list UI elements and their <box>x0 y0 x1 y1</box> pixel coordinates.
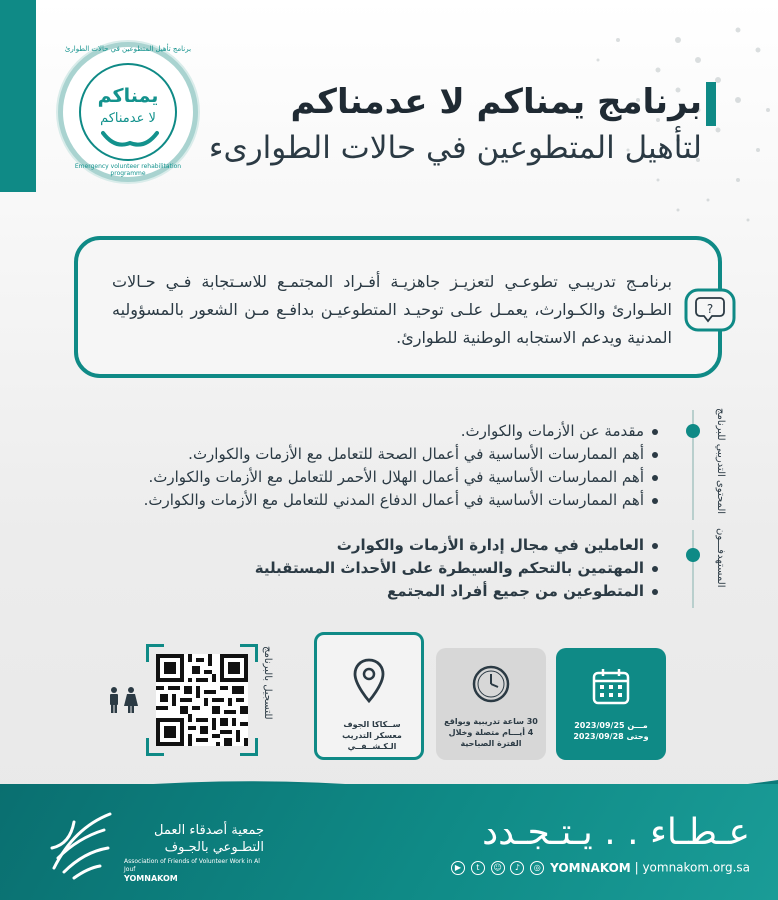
hands-icon <box>101 127 159 151</box>
logo-name-line2: لا عدمناكم <box>100 111 156 126</box>
logo-ring-text-bottom: Emergency volunteer rehabilitation programme <box>74 163 182 177</box>
tiktok-icon[interactable]: ♪ <box>510 861 524 875</box>
question-bubble-icon <box>684 288 736 332</box>
svg-text:?: ? <box>706 302 714 316</box>
footer-contact <box>449 860 750 880</box>
program-logo <box>58 42 198 182</box>
date-card-line2: وحتى 2023/09/28 <box>573 732 649 741</box>
clock-icon <box>471 664 511 704</box>
duration-card <box>436 648 546 760</box>
description-box <box>74 236 722 378</box>
page-title: برنامج يمناكم لا عدمناكم <box>290 82 702 122</box>
registration-label: للتسجيل بالبرنامج <box>262 646 273 720</box>
location-card-line2: معسكر التدريب <box>342 731 402 740</box>
location-card <box>314 632 424 760</box>
audience-list <box>255 534 658 603</box>
logo-inner-ring <box>79 63 177 161</box>
date-card-text <box>560 720 662 742</box>
footer-website[interactable]: yomnakom.org.sa <box>642 860 750 875</box>
twitter-icon[interactable]: t <box>471 861 485 875</box>
org-name-english: Association of Friends of Volunteer Work in Al Jouf <box>124 858 260 873</box>
instagram-icon[interactable]: ◎ <box>530 861 544 875</box>
duration-card-line2: 4 أيـــام متصلة وخلال <box>448 728 534 737</box>
audience-section-dot <box>686 548 700 562</box>
footer-separator: | <box>634 860 643 875</box>
list-item: العاملين في مجال إدارة الأزمات والكوارث <box>255 534 658 557</box>
footer-tagline: عـطـاء . . يـتـجـدد <box>482 812 750 853</box>
location-pin-icon <box>351 657 387 705</box>
logo-name-line1: يمناكم <box>97 85 159 107</box>
location-card-line3: الـكـشــفــي <box>347 742 397 751</box>
list-item: مقدمة عن الأزمات والكوارث. <box>144 420 658 443</box>
page-subtitle: لتأهيل المتطوعين في حالات الطوارىء <box>208 130 702 166</box>
calendar-icon <box>591 666 631 706</box>
qr-code-icon <box>156 654 248 746</box>
title-accent-bar <box>706 82 716 126</box>
list-item: أهم الممارسات الأساسية في أعمال الدفاع المدني للتعامل مع الأزمات والكوارث. <box>144 489 658 512</box>
audience-section-line <box>692 530 694 608</box>
content-list <box>144 420 658 512</box>
list-item: أهم الممارسات الأساسية في أعمال الصحة للتعامل مع الأزمات والكوارث. <box>144 443 658 466</box>
list-item: أهم الممارسات الأساسية في أعمال الهلال الأحمر للتعامل مع الأزمات والكوارث. <box>144 466 658 489</box>
organization-name <box>124 822 264 883</box>
list-item: المتطوعين من جميع أفراد المجتمع <box>255 580 658 603</box>
left-accent-band <box>0 0 36 192</box>
organization-logo <box>44 808 116 884</box>
date-card-line1: مـــن 2023/09/25 <box>574 721 648 730</box>
registration-qr[interactable] <box>146 644 258 756</box>
description-text: برنامـج تدريبـي تطوعـي لتعزيـز جاهزيـة أفـراد المجتمـع للاسـتجابة فـي حـالات الطـوارئ والكـوارث، يعمـل علـى توحيـد المتطوعيـن بدافـع مـن الشعور بالمسؤوليه المدنية ويدعم الاستجابه الوطنية للطوارئ. <box>112 272 672 347</box>
logo-ring-text-top: برنامج تأهيل المتطوعين في حالات الطوارئ <box>64 45 192 53</box>
duration-card-line3: الفترة الصباحية <box>460 739 522 748</box>
org-name-line1: جمعية أصدقاء العمل <box>154 823 264 838</box>
duration-card-line1: 30 ساعة تدريبية وبواقع <box>444 717 538 726</box>
footer-handle[interactable]: YOMNAKOM <box>550 860 631 875</box>
org-brand: YOMNAKOM <box>124 874 178 883</box>
male-female-icon <box>106 686 140 714</box>
snapchat-icon[interactable]: ☺ <box>491 861 505 875</box>
duration-card-text <box>440 716 542 749</box>
list-item: المهتمين بالتحكم والسيطرة على الأحداث المستقبلية <box>255 557 658 580</box>
youtube-icon[interactable]: ▶ <box>451 861 465 875</box>
content-section-dot <box>686 424 700 438</box>
audience-section-label: المستهدفـــون <box>715 528 726 588</box>
date-card <box>556 648 666 760</box>
location-card-line1: ســكاكا الجوف <box>343 720 401 729</box>
org-name-line2: التطـوعي بالجـوف <box>164 840 264 855</box>
location-card-text <box>321 719 423 752</box>
content-section-label: المحتوى التدريبي للبرنامج <box>715 408 726 515</box>
